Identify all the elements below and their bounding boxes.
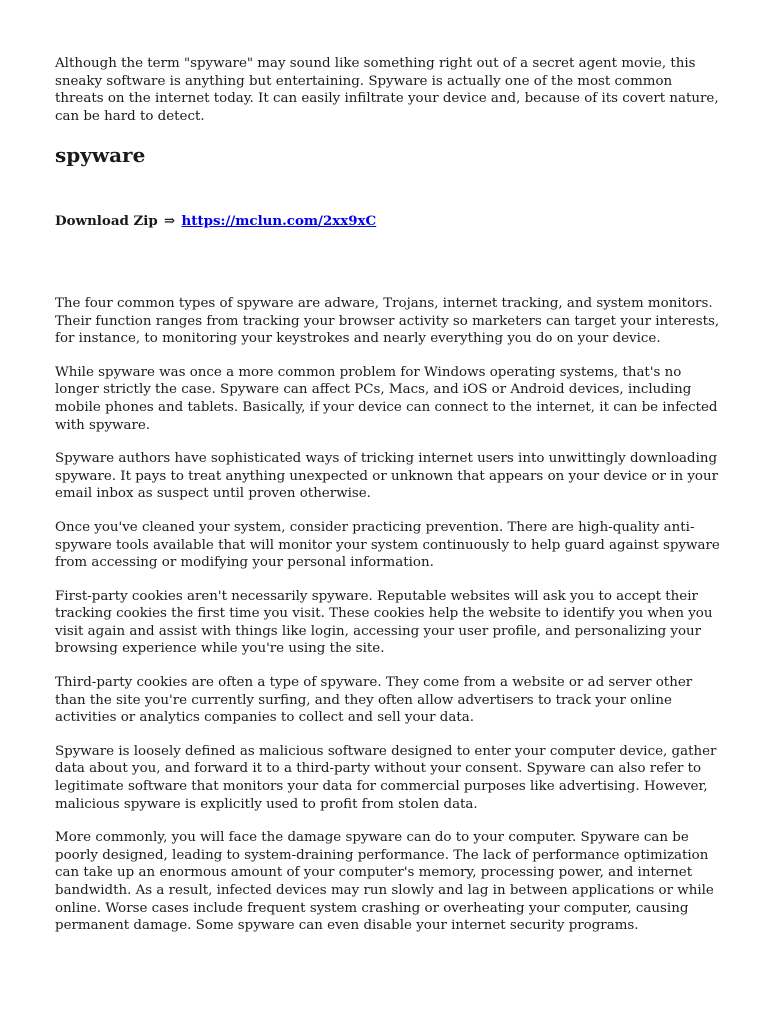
body-paragraph: Third-party cookies are often a type of spyware. They come from a website or ad server other than the site you're currently surfing, and they often allow advertisers to track your online activities or analytics companies to collect and sell your data. [55, 675, 693, 726]
document-page [55, 55, 720, 951]
body-section-1 [55, 295, 720, 727]
body-paragraph: Spyware authors have sophisticated ways of tricking internet users into unwittingly downloading spyware. It pays to treat anything unexpected or unknown that appears on your device or in your email inbox as suspect until proven otherwise. [55, 451, 718, 502]
download-label: Download Zip [55, 213, 158, 230]
body-section-2 [55, 743, 720, 935]
arrow-right-icon: ⇒ [164, 213, 176, 230]
body-paragraph: The four common types of spyware are adware, Trojans, internet tracking, and system monitors. Their function ranges from tracking your browser activity so marketers can target your interests, for instance, to monitoring your keystrokes and nearly everything you do on your device. [55, 295, 720, 347]
body-paragraph: Once you've cleaned your system, consider practicing prevention. There are high-quality anti-spyware tools available that will monitor your system continuously to help guard against spyware from accessing or modifying your personal information. [55, 519, 720, 571]
download-line [55, 213, 720, 231]
intro-paragraph: Although the term "spyware" may sound like something right out of a secret agent movie, this sneaky software is anything but entertaining. Spyware is actually one of the most common threats on the internet today. It can easily infiltrate your device and, because of its covert nature, can be hard to detect. [55, 56, 719, 124]
body-paragraph: First-party cookies aren't necessarily spyware. Reputable websites will ask you to accept their tracking cookies the first time you visit. These cookies help the website to identify you when you visit again and assist with things like login, accessing your user profile, and personalizing your browsing experience while you're using the site. [55, 588, 713, 657]
body-paragraph: More commonly, you will face the damage spyware can do to your computer. Spyware can be poorly designed, leading to system-draining performance. The lack of performance optimization can take up an enormous amount of your computer's memory, processing power, and internet bandwidth. As a result, infected devices may run slowly and lag in between applications or while online. Worse cases include frequent system crashing or overheating your computer, causing permanent damage. Some spyware can even disable your internet security programs. [55, 830, 714, 934]
page-title: spyware [55, 143, 146, 168]
body-paragraph: While spyware was once a more common problem for Windows operating systems, that's no longer strictly the case. Spyware can affect PCs, Macs, and iOS or Android devices, including mobile phones and tablets. Basically, if your device can connect to the internet, it can be infected with spyware. [55, 364, 718, 433]
download-link[interactable]: https://mclun.com/2xx9xC [181, 213, 377, 230]
body-paragraph: Spyware is loosely defined as malicious software designed to enter your computer device, gather data about you, and forward it to a third-party without your consent. Spyware can also refer to legitimate software that monitors your data for commercial purposes like advertising. However, malicious spyware is explicitly used to profit from stolen data. [55, 743, 717, 812]
